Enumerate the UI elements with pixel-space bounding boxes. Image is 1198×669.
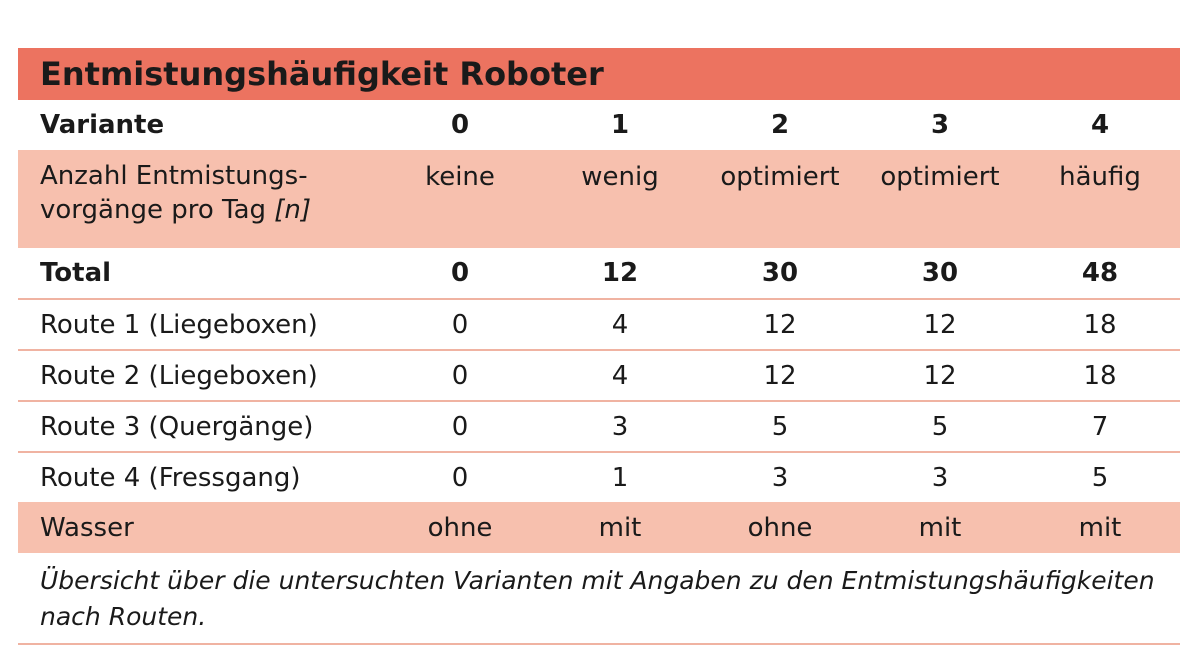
total-cell: 30 [860, 248, 1020, 299]
header-row [18, 100, 1180, 150]
wasser-cell: mit [540, 502, 700, 553]
route-cell: 5 [700, 401, 860, 452]
header-col-0: 0 [450, 110, 470, 140]
total-row [18, 248, 1180, 299]
table-row [18, 401, 1180, 452]
data-table [18, 100, 1180, 553]
table-container [18, 48, 1180, 645]
header-col-4: 4 [1090, 110, 1110, 140]
route-cell: 3 [931, 462, 949, 493]
total-cell: 0 [380, 248, 540, 299]
route-label: Route 2 (Liegeboxen) [18, 350, 380, 401]
route-label: Route 3 (Quergänge) [18, 401, 380, 452]
total-cell: 12 [540, 248, 700, 299]
total-cell: 48 [1020, 248, 1180, 299]
anzahl-row [18, 150, 1180, 248]
route-cell: 18 [1020, 299, 1180, 350]
route-cell: 18 [1020, 350, 1180, 401]
anzahl-unit: [n] [274, 195, 312, 225]
route-cell: 0 [380, 299, 540, 350]
wasser-label: Wasser [18, 502, 380, 553]
table-caption: Übersicht über die untersuchten Varianten mit Angaben zu den Entmistungshäufigkeiten nach Routen. [18, 553, 1180, 645]
route-cell: 12 [700, 299, 860, 350]
header-col-3: 3 [930, 110, 950, 140]
route-cell: 12 [700, 350, 860, 401]
total-label: Total [18, 248, 380, 299]
anzahl-cell: häufig [1020, 150, 1180, 248]
wasser-cell: ohne [380, 502, 540, 553]
route-cell: 5 [1091, 462, 1109, 493]
wasser-cell: ohne [700, 502, 860, 553]
anzahl-label-line1: Anzahl Entmistungs- [40, 161, 308, 191]
wasser-row [18, 502, 1180, 553]
route-label: Route 1 (Liegeboxen) [18, 299, 380, 350]
header-label: Variante [40, 110, 165, 140]
route-cell: 12 [860, 350, 1020, 401]
anzahl-cell: optimiert [860, 150, 1020, 248]
anzahl-cell: keine [380, 150, 540, 248]
table-row [18, 452, 1180, 502]
anzahl-label [18, 150, 380, 248]
route-cell: 12 [860, 299, 1020, 350]
wasser-cell: mit [860, 502, 1020, 553]
route-label: Route 4 (Fressgang) [40, 462, 301, 493]
route-cell: 0 [380, 401, 540, 452]
header-col-2: 2 [770, 110, 790, 140]
route-cell: 3 [540, 401, 700, 452]
table-row [18, 299, 1180, 350]
table-row [18, 350, 1180, 401]
anzahl-label-line2: vorgänge pro Tag [40, 195, 267, 225]
anzahl-cell: optimiert [700, 150, 860, 248]
route-cell: 1 [611, 462, 629, 493]
wasser-cell: mit [1020, 502, 1180, 553]
anzahl-cell: wenig [540, 150, 700, 248]
route-cell: 4 [540, 299, 700, 350]
route-cell: 5 [860, 401, 1020, 452]
total-cell: 30 [700, 248, 860, 299]
route-cell: 0 [451, 462, 469, 493]
route-cell: 0 [380, 350, 540, 401]
route-cell: 4 [540, 350, 700, 401]
header-col-1: 1 [610, 110, 630, 140]
route-cell: 3 [771, 462, 789, 493]
route-cell: 7 [1020, 401, 1180, 452]
table-title: Entmistungshäufigkeit Roboter [18, 48, 1180, 100]
